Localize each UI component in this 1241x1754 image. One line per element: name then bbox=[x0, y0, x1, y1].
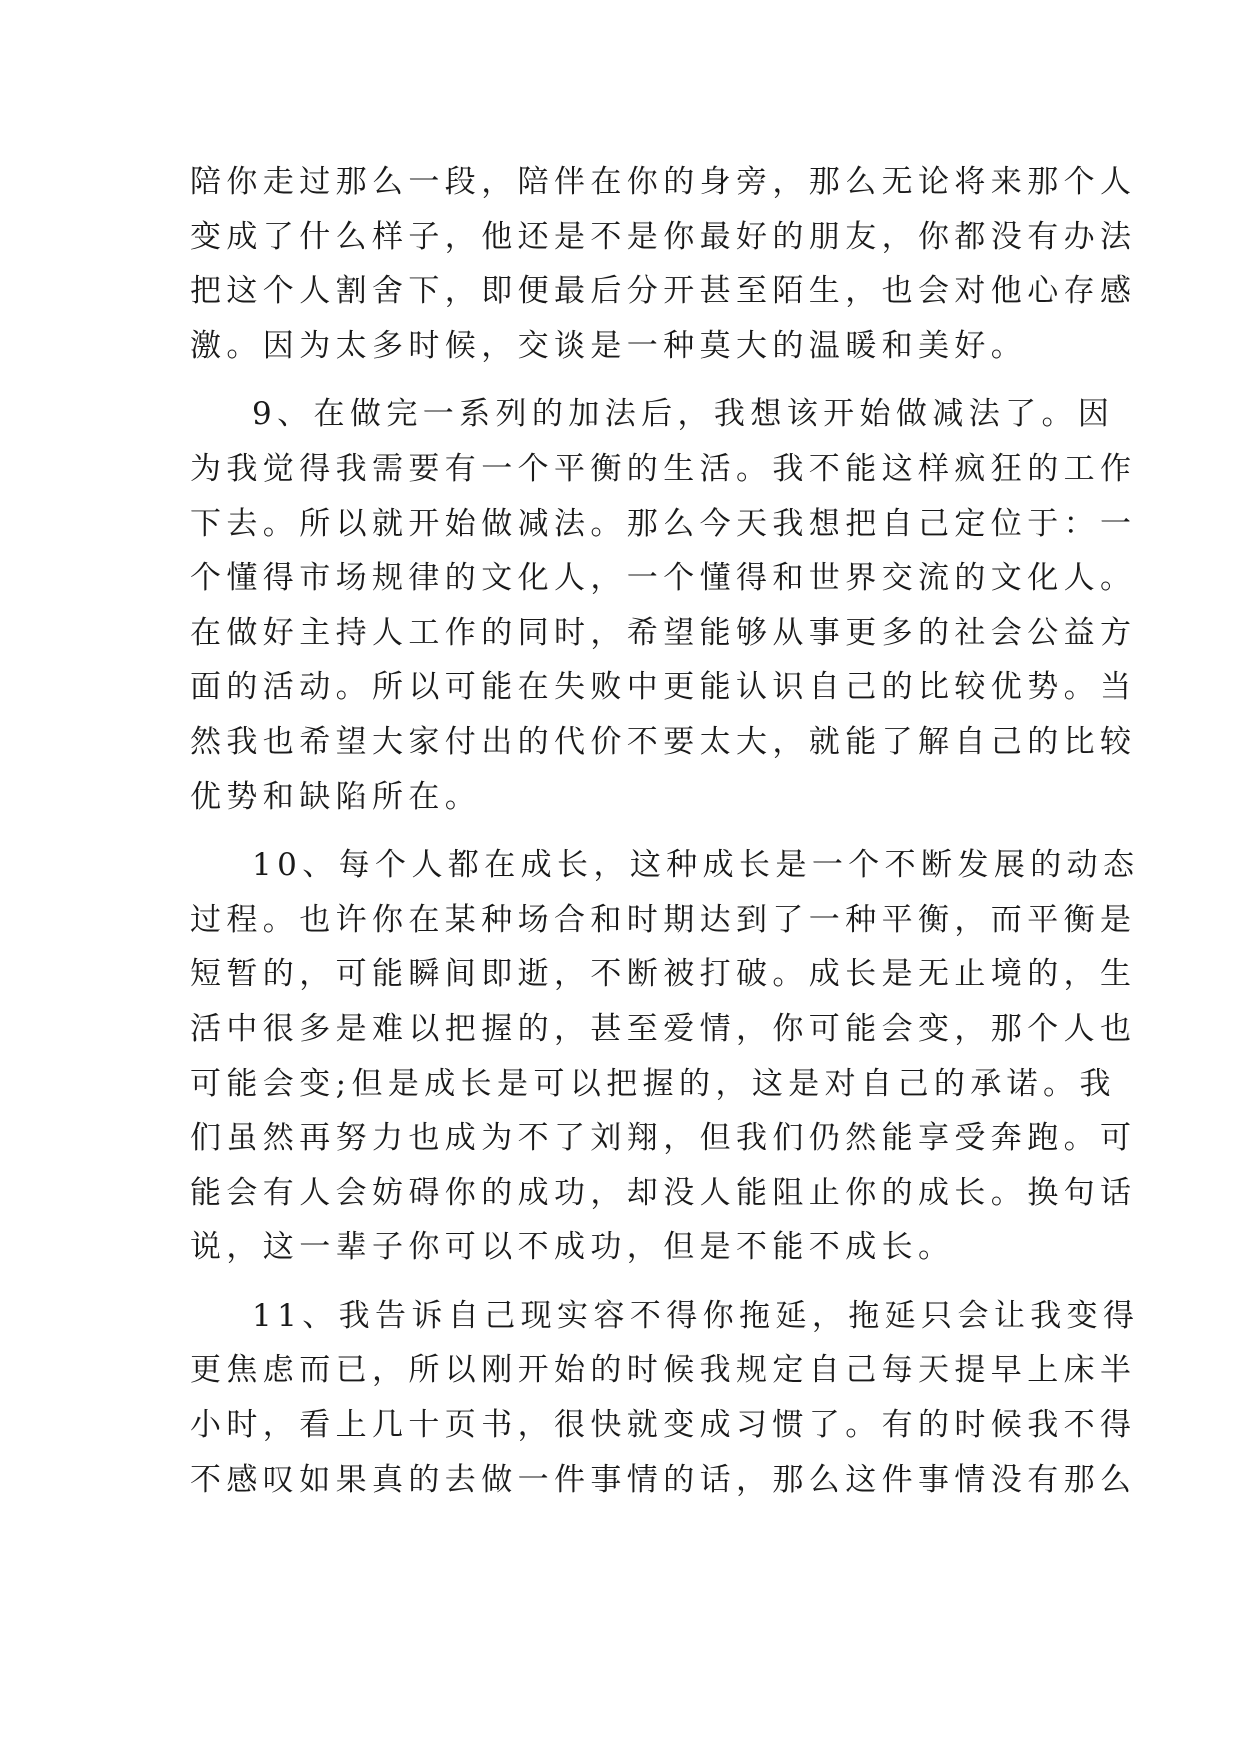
text-line: 小时，看上几十页书，很快就变成习惯了。有的时候我不得 bbox=[190, 1407, 1137, 1444]
text-line: 个懂得市场规律的文化人，一个懂得和世界交流的文化人。 bbox=[190, 560, 1137, 597]
text-line: 下去。所以就开始做减法。那么今天我想把自己定位于：一 bbox=[190, 505, 1137, 542]
text-line: 们虽然再努力也成为不了刘翔，但我们仍然能享受奔跑。可 bbox=[190, 1120, 1137, 1157]
paragraph-9 bbox=[190, 387, 1137, 824]
text-line: 为我觉得我需要有一个平衡的生活。我不能这样疯狂的工作 bbox=[190, 450, 1137, 487]
paragraph-11 bbox=[190, 1289, 1140, 1507]
text-line: 优势和缺陷所在。 bbox=[190, 778, 482, 815]
text-line: 11、我告诉自己现实容不得你拖延，拖延只会让我变得 bbox=[252, 1297, 1140, 1334]
text-line: 然我也希望大家付出的代价不要太大，就能了解自己的比较 bbox=[190, 723, 1137, 760]
text-line: 激。因为太多时候，交谈是一种莫大的温暖和美好。 bbox=[190, 327, 1028, 364]
text-line: 不感叹如果真的去做一件事情的话，那么这件事情没有那么 bbox=[190, 1461, 1137, 1498]
text-line: 10、每个人都在成长，这种成长是一个不断发展的动态 bbox=[252, 847, 1140, 884]
text-line: 9、在做完一系列的加法后，我想该开始做减法了。因 bbox=[252, 396, 1115, 433]
paragraph-gap bbox=[190, 824, 1070, 838]
text-line: 过程。也许你在某种场合和时期达到了一种平衡，而平衡是 bbox=[190, 901, 1137, 938]
text-line: 变成了什么样子，他还是不是你最好的朋友，你都没有办法 bbox=[190, 218, 1137, 255]
paragraph-gap bbox=[190, 1275, 1070, 1289]
text-line: 短暂的，可能瞬间即逝，不断被打破。成长是无止境的，生 bbox=[190, 956, 1137, 993]
text-line: 把这个人割舍下，即便最后分开甚至陌生，也会对他心存感 bbox=[190, 273, 1137, 310]
paragraph-10 bbox=[190, 838, 1140, 1275]
text-line: 陪你走过那么一段，陪伴在你的身旁，那么无论将来那个人 bbox=[190, 164, 1137, 200]
text-line: 面的活动。所以可能在失败中更能认识自己的比较优势。当 bbox=[190, 669, 1137, 706]
text-line: 在做好主持人工作的同时，希望能够从事更多的社会公益方 bbox=[190, 614, 1137, 651]
paragraph-gap bbox=[190, 373, 1070, 387]
paragraph-continuation bbox=[190, 155, 1137, 373]
text-line: 能会有人会妨碍你的成功，却没人能阻止你的成长。换句话 bbox=[190, 1174, 1137, 1211]
document-body bbox=[190, 155, 1140, 1507]
text-line: 可能会变;但是成长是可以把握的，这是对自己的承诺。我 bbox=[190, 1065, 1116, 1102]
text-line: 活中很多是难以把握的，甚至爱情，你可能会变，那个人也 bbox=[190, 1010, 1137, 1047]
text-line: 更焦虑而已，所以刚开始的时候我规定自己每天提早上床半 bbox=[190, 1352, 1137, 1389]
text-line: 说，这一辈子你可以不成功，但是不能不成长。 bbox=[190, 1229, 955, 1266]
